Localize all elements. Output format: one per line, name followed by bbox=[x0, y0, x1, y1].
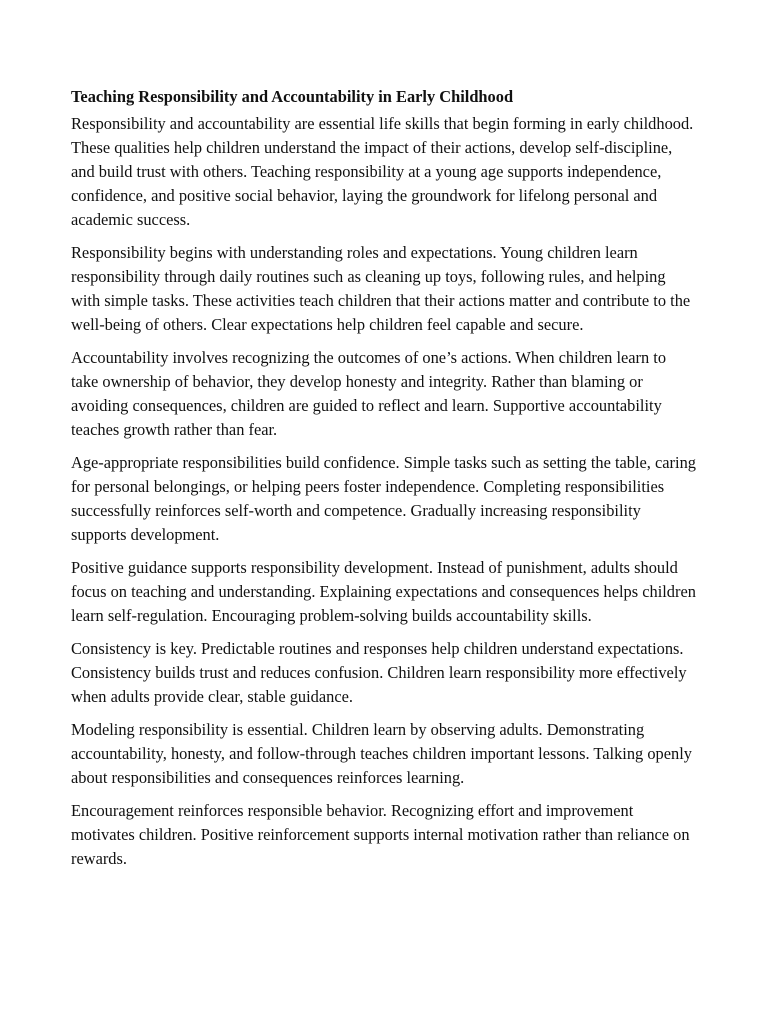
paragraph-4: Age-appropriate responsibilities build confidence. Simple tasks such as setting the table, caring for personal belongings, or helping peers foster independence. Completing responsibilities successfully reinforces self-worth and competence. Gradually increasing responsibility supports development. bbox=[71, 453, 696, 544]
paragraph-1: Responsibility and accountability are essential life skills that begin forming in early childhood. These qualities help children understand the impact of their actions, develop self-discipline, and build trust with others. Teaching responsibility at a young age supports independence, confidence, and positive social behavior, laying the groundwork for lifelong personal and academic success. bbox=[71, 114, 694, 229]
paragraph-3: Accountability involves recognizing the outcomes of one’s actions. When children learn to take ownership of behavior, they develop honesty and integrity. Rather than blaming or avoiding consequences, children are guided to reflect and learn. Supportive accountability teaches growth rather than fear. bbox=[71, 348, 667, 439]
paragraph-8: Encouragement reinforces responsible behavior. Recognizing effort and improvement motivates children. Positive reinforcement supports internal motivation rather than reliance on rewards. bbox=[71, 801, 690, 868]
paragraph-2: Responsibility begins with understanding roles and expectations. Young children learn responsibility through daily routines such as cleaning up toys, following rules, and helping with simple tasks. These activities teach children that their actions matter and contribute to the well-being of others. Clear expectations help children feel capable and secure. bbox=[71, 243, 691, 334]
paragraph-7: Modeling responsibility is essential. Children learn by observing adults. Demonstrating accountability, honesty, and follow-through teaches children important lessons. Talking openly about responsibilities and consequences reinforces learning. bbox=[71, 720, 692, 787]
paragraph-6: Consistency is key. Predictable routines and responses help children understand expectations. Consistency builds trust and reduces confusion. Children learn responsibility more effectively when adults provide clear, stable guidance. bbox=[71, 639, 687, 706]
paragraph-5: Positive guidance supports responsibility development. Instead of punishment, adults should focus on teaching and understanding. Explaining expectations and consequences helps children learn self-regulation. Encouraging problem-solving builds accountability skills. bbox=[71, 558, 696, 625]
document-title: Teaching Responsibility and Accountability in Early Childhood bbox=[71, 87, 514, 106]
document-page bbox=[71, 86, 696, 880]
